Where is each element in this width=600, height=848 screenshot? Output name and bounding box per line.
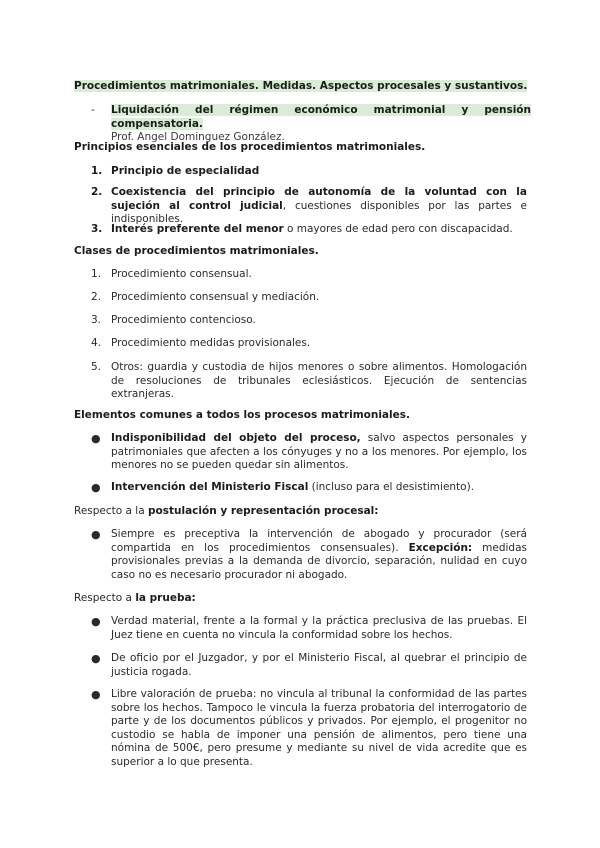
principio-bold: Coexistencia del principio de autonomía de la voluntad con la sujeción al control judicial (111, 186, 527, 212)
principios-heading: Principios esenciales de los procedimientos matrimoniales. (74, 141, 426, 153)
principio-bold: Principio de especialidad (111, 165, 260, 177)
postulacion-bold: postulación y representación procesal: (148, 505, 379, 517)
clase-number: 4. (91, 337, 102, 349)
clase-item: Procedimiento contencioso. (111, 314, 256, 326)
principio-item (111, 186, 527, 227)
postulacion-item-text: Siempre es preceptiva la intervención de abogado y procurador (será compartida en los procedimientos consensuales). (111, 528, 527, 554)
professor-name: Prof. Angel Dominguez González. (111, 131, 285, 144)
bullet-icon: ● (91, 528, 101, 541)
bullet-icon: ● (91, 652, 101, 665)
postulacion-item (111, 528, 527, 582)
elemento-bold: Intervención del Ministerio Fiscal (111, 481, 309, 493)
subtitle-block (111, 104, 531, 145)
principio-item (111, 223, 527, 237)
bullet-icon: ● (91, 481, 101, 494)
clase-item: Procedimiento medidas provisionales. (111, 337, 311, 349)
elemento-item (111, 481, 527, 495)
principio-number: 3. (91, 223, 103, 235)
prueba-item: Libre valoración de prueba: no vincula al tribunal la conformidad de las partes sobre los hechos. Tampoco le vincula la fuerza probatoria del interrogatorio de parte y de los documentos públicos y privados. Por ejemplo, el progenitor no custodio se habla de imponer una pensión de alimentos, pero tiene una nómina de 500€, pero presume y mediante su nivel de vida acredite que es superior a lo que presenta. (111, 688, 527, 768)
prueba-bold: la prueba: (135, 592, 196, 604)
clase-item: Procedimiento consensual. (111, 268, 252, 280)
elemento-item (111, 432, 527, 473)
clase-number: 2. (91, 291, 102, 303)
elemento-rest: salvo aspectos personales y patrimoniales que afecten a los cónyuges y no a los menores. Por ejemplo, los menores no se pueden quedar sin alimentos. (111, 432, 527, 472)
elementos-heading: Elementos comunes a todos los procesos matrimoniales. (74, 409, 410, 421)
title-highlight: Procedimientos matrimoniales. Medidas. Aspectos procesales y sustantivos. (74, 80, 528, 92)
prueba-item: De oficio por el Juzgador, y por el Ministerio Fiscal, al quebrar el principio de justicia rogada. (111, 652, 527, 678)
principio-rest: o mayores de edad pero con discapacidad. (283, 223, 513, 235)
bullet-icon: ● (91, 615, 101, 628)
clase-number: 1. (91, 268, 102, 280)
prueba-prefix: Respecto a (74, 592, 136, 604)
document-title (74, 80, 534, 94)
clase-item: Procedimiento consensual y mediación. (111, 291, 320, 303)
subtitle-dash: - (91, 104, 95, 116)
elemento-bold: Indisponibilidad del objeto del proceso, (111, 432, 361, 444)
bullet-icon: ● (91, 432, 101, 445)
bullet-icon: ● (91, 688, 101, 701)
principio-number: 1. (91, 165, 103, 177)
clase-number: 3. (91, 314, 102, 326)
subtitle-heading: Liquidación del régimen económico matrimonial y pensión compensatoria. (111, 104, 531, 130)
principio-number: 2. (91, 186, 103, 198)
postulacion-heading (74, 505, 534, 519)
principio-rest: , cuestiones disponibles por las partes e indisponibles. (111, 199, 527, 226)
principio-bold: Interés preferente del menor (111, 223, 284, 235)
clase-number: 5. (91, 361, 102, 373)
postulacion-exception: Excepción: (408, 541, 473, 554)
postulacion-prefix: Respecto a la (74, 505, 148, 517)
clase-item: Otros: guardia y custodia de hijos menores o sobre alimentos. Homologación de resoluciones de tribunales eclesiásticos. Ejecución de sentencias extranjeras. (111, 361, 527, 401)
principio-item (111, 165, 527, 179)
elemento-rest: (incluso para el desistimiento). (308, 481, 475, 493)
prueba-item: Verdad material, frente a la formal y la práctica preclusiva de las pruebas. El Juez tiene en cuenta no vincula la conformidad sobre los hechos. (111, 615, 527, 641)
prueba-heading (74, 592, 534, 606)
postulacion-item-rest: medidas provisionales previas a la demanda de divorcio, separación, nulidad en cuyo caso no es necesario procurador ni abogado. (111, 541, 527, 581)
clases-heading: Clases de procedimientos matrimoniales. (74, 245, 319, 257)
